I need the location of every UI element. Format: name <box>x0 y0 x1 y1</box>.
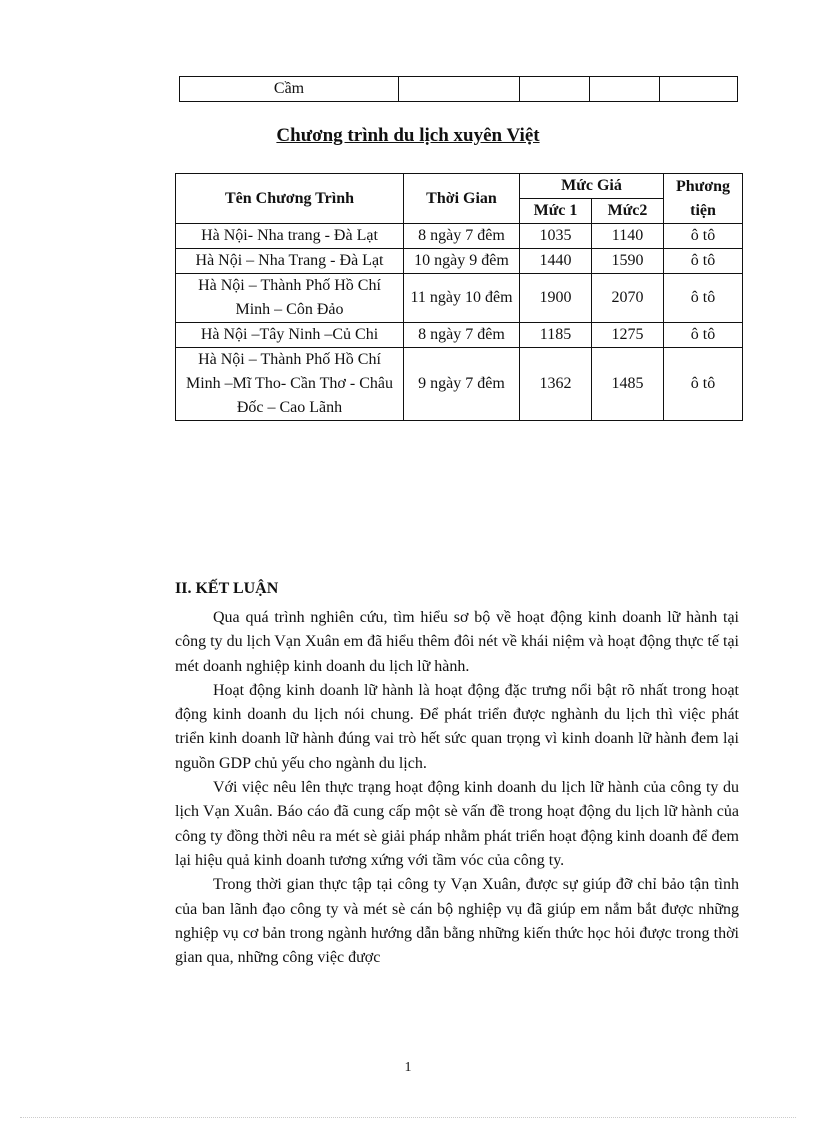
cell-price1: 1440 <box>520 249 592 274</box>
page-bottom-rule <box>20 1117 796 1118</box>
table-cell <box>590 77 660 102</box>
header-price1: Mức 1 <box>520 199 592 224</box>
table-body <box>176 224 743 421</box>
table-row <box>176 348 743 421</box>
top-table-fragment <box>179 76 738 102</box>
cell-price2: 1590 <box>592 249 664 274</box>
header-price: Mức Giá <box>520 174 664 199</box>
cell-duration: 11 ngày 10 đêm <box>404 274 520 323</box>
header-duration: Thời Gian <box>404 174 520 224</box>
paragraph: Hoạt động kinh doanh lữ hành là hoạt động đặc trưng nổi bật rõ nhất trong hoạt động kinh doanh du lịch nói chung. Để phát triển được nghành du lịch thì việc phát triển kinh doanh lữ hành đúng vai trò hết sức quan trọng vì kinh doanh lữ hành đem lại nguồn GDP chủ yếu cho ngành du lịch. <box>175 681 739 772</box>
paragraph: Với việc nêu lên thực trạng hoạt động kinh doanh du lịch lữ hành của công ty du lịch Vạn Xuân. Báo cáo đã cung cấp một sè vấn đề trong hoạt động du lịch lữ hành của công ty đồng thời nêu ra mét sè giải pháp nhằm phát triển hoạt động kinh doanh để đem lại hiệu quả kinh doanh tương xứng với tầm vóc của công ty. <box>175 779 739 869</box>
cell-price2: 1140 <box>592 224 664 249</box>
cell-duration: 10 ngày 9 đêm <box>404 249 520 274</box>
cell-price2: 2070 <box>592 274 664 323</box>
cell-name: Hà Nội – Thành Phố Hồ Chí Minh – Côn Đảo <box>176 274 404 323</box>
page-number: 1 <box>404 1060 412 1075</box>
cell-transport: ô tô <box>664 249 743 274</box>
cell-price2: 1275 <box>592 323 664 348</box>
table-row <box>180 77 738 102</box>
cell-price1: 1185 <box>520 323 592 348</box>
paragraph: Qua quá trình nghiên cứu, tìm hiểu sơ bộ về hoạt động kinh doanh lữ hành tại công ty du lịch Vạn Xuân em đã hiểu thêm đôi nét về khái niệm và hoạt động thực tế tại mét doanh nghiệp kinh doanh du lịch lữ hành. <box>175 609 739 675</box>
cell-transport: ô tô <box>664 224 743 249</box>
table-cell: Cầm <box>180 77 399 102</box>
paragraph: Trong thời gian thực tập tại công ty Vạn Xuân, được sự giúp đỡ chỉ bảo tận tình của ban lãnh đạo công ty và mét sè cán bộ nghiệp vụ đã giúp em nắm bắt được những nghiệp vụ cơ bản trong ngành hướng dẫn bằng những kiến thức học hỏi được trong thời gian qua, những công việc được <box>175 876 739 967</box>
cell-price1: 1035 <box>520 224 592 249</box>
cell-price1: 1900 <box>520 274 592 323</box>
cell-transport: ô tô <box>664 274 743 323</box>
header-name: Tên Chương Trình <box>176 174 404 224</box>
header-price2: Mức2 <box>592 199 664 224</box>
cell-name: Hà Nội – Thành Phố Hồ Chí Minh –Mĩ Tho- Cần Thơ - Châu Đốc – Cao Lãnh <box>176 348 404 421</box>
cell-price2: 1485 <box>592 348 664 421</box>
cell-duration: 9 ngày 7 đêm <box>404 348 520 421</box>
cell-transport: ô tô <box>664 323 743 348</box>
header-transport: Phương tiện <box>664 174 743 224</box>
cell-transport: ô tô <box>664 348 743 421</box>
cell-duration: 8 ngày 7 đêm <box>404 224 520 249</box>
section-body <box>175 606 739 970</box>
table-row <box>176 224 743 249</box>
table-row <box>176 323 743 348</box>
cell-name: Hà Nội – Nha Trang - Đà Lạt <box>176 249 404 274</box>
tour-table <box>175 173 743 421</box>
table-cell <box>399 77 520 102</box>
table-header-row <box>176 174 743 199</box>
cell-duration: 8 ngày 7 đêm <box>404 323 520 348</box>
table-row <box>176 274 743 323</box>
section-heading: II. KẾT LUẬN <box>175 580 279 597</box>
table-cell <box>660 77 738 102</box>
cell-name: Hà Nội- Nha trang - Đà Lạt <box>176 224 404 249</box>
table-row <box>176 249 743 274</box>
table-cell <box>520 77 590 102</box>
page-title: Chương trình du lịch xuyên Việt <box>276 125 540 146</box>
cell-name: Hà Nội –Tây Ninh –Củ Chi <box>176 323 404 348</box>
cell-price1: 1362 <box>520 348 592 421</box>
